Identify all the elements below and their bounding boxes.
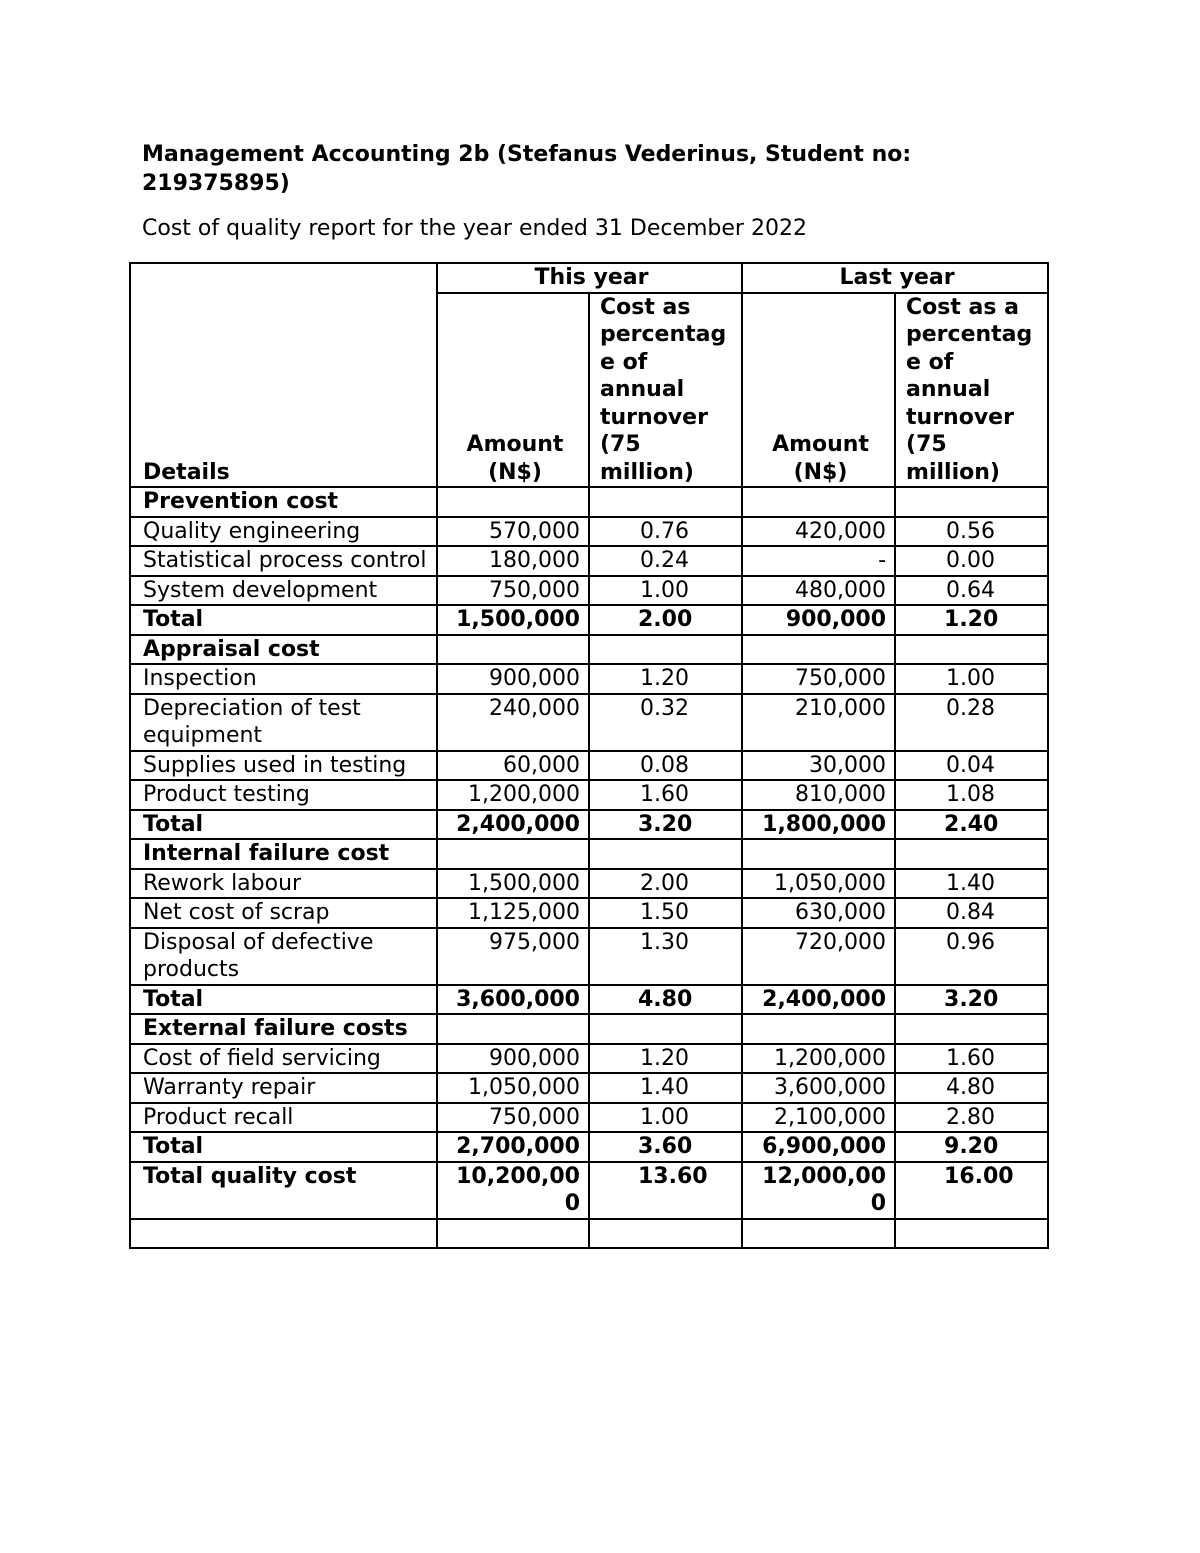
amount-this-cell: 750,000 [437, 1103, 589, 1133]
row-label: Inspection [130, 664, 437, 694]
details-header: Details [130, 263, 437, 487]
empty-cell [895, 635, 1048, 665]
section-header-row [130, 839, 1048, 869]
table-row [130, 1103, 1048, 1133]
empty-cell [589, 839, 742, 869]
pct-last-cell: 0.56 [895, 517, 1048, 547]
section-name: External failure costs [130, 1014, 437, 1044]
pct-this-cell: 0.08 [589, 751, 742, 781]
amount-last-cell: 3,600,000 [742, 1073, 895, 1103]
row-label: Quality engineering [130, 517, 437, 547]
grand-total-label: Total quality cost [130, 1162, 437, 1219]
pct-last-cell: 1.00 [895, 664, 1048, 694]
grand-total-row [130, 1162, 1048, 1219]
amount-last-cell: 420,000 [742, 517, 895, 547]
row-label: Statistical process control [130, 546, 437, 576]
pct-last-cell: 1.60 [895, 1044, 1048, 1074]
cost-of-quality-table [129, 262, 1049, 1249]
pct-this-cell: 1.20 [589, 664, 742, 694]
table-row [130, 1044, 1048, 1074]
pct-last-cell: 1.40 [895, 869, 1048, 899]
total-amount-last: 1,800,000 [742, 810, 895, 840]
pct-this-cell: 1.50 [589, 898, 742, 928]
section-total-row [130, 1132, 1048, 1162]
total-pct-last: 2.40 [895, 810, 1048, 840]
total-amount-this: 2,400,000 [437, 810, 589, 840]
total-amount-this: 2,700,000 [437, 1132, 589, 1162]
section-header-row [130, 635, 1048, 665]
grand-total-amount-this: 10,200,000 [437, 1162, 589, 1219]
table-row [130, 664, 1048, 694]
total-label: Total [130, 810, 437, 840]
total-label: Total [130, 1132, 437, 1162]
pct-this-cell: 2.00 [589, 869, 742, 899]
pct-last-cell: 0.28 [895, 694, 1048, 751]
row-label: Warranty repair [130, 1073, 437, 1103]
pct-this-cell: 1.20 [589, 1044, 742, 1074]
section-header-row [130, 1014, 1048, 1044]
pct-last-cell: 0.64 [895, 576, 1048, 606]
row-label: Product testing [130, 780, 437, 810]
total-pct-this: 3.20 [589, 810, 742, 840]
total-amount-last: 2,400,000 [742, 985, 895, 1015]
table-row [130, 694, 1048, 751]
total-label: Total [130, 605, 437, 635]
empty-cell [742, 1014, 895, 1044]
pct-this-cell: 1.40 [589, 1073, 742, 1103]
amount-this-cell: 1,050,000 [437, 1073, 589, 1103]
section-header-row [130, 487, 1048, 517]
empty-cell [589, 1014, 742, 1044]
amount-this-header: Amount (N$) [437, 293, 589, 488]
row-label: Product recall [130, 1103, 437, 1133]
pct-this-header: Cost as percentage of annual turnover (75 million) [589, 293, 742, 488]
pct-last-cell: 1.08 [895, 780, 1048, 810]
group-header-row [130, 263, 1048, 293]
section-name: Internal failure cost [130, 839, 437, 869]
empty-cell [130, 1219, 437, 1248]
empty-cell [895, 1014, 1048, 1044]
total-amount-this: 1,500,000 [437, 605, 589, 635]
empty-cell [589, 635, 742, 665]
table-row [130, 1073, 1048, 1103]
table-row [130, 517, 1048, 547]
total-amount-last: 6,900,000 [742, 1132, 895, 1162]
amount-last-cell: - [742, 546, 895, 576]
total-pct-last: 1.20 [895, 605, 1048, 635]
pct-this-cell: 0.24 [589, 546, 742, 576]
row-label: Cost of field servicing [130, 1044, 437, 1074]
pct-this-cell: 1.30 [589, 928, 742, 985]
table-row [130, 928, 1048, 985]
empty-cell [437, 839, 589, 869]
empty-cell [437, 635, 589, 665]
row-label: Supplies used in testing [130, 751, 437, 781]
amount-this-cell: 60,000 [437, 751, 589, 781]
table-row [130, 751, 1048, 781]
amount-this-cell: 1,125,000 [437, 898, 589, 928]
table-row [130, 546, 1048, 576]
empty-cell [437, 1219, 589, 1248]
empty-cell [589, 487, 742, 517]
total-pct-last: 3.20 [895, 985, 1048, 1015]
table-row [130, 869, 1048, 899]
amount-this-cell: 1,200,000 [437, 780, 589, 810]
table-row [130, 780, 1048, 810]
this-year-header: This year [437, 263, 742, 293]
pct-this-cell: 1.00 [589, 1103, 742, 1133]
total-pct-this: 3.60 [589, 1132, 742, 1162]
empty-cell [589, 1219, 742, 1248]
section-total-row [130, 605, 1048, 635]
total-amount-this: 3,600,000 [437, 985, 589, 1015]
table-row [130, 576, 1048, 606]
total-pct-last: 9.20 [895, 1132, 1048, 1162]
amount-this-cell: 180,000 [437, 546, 589, 576]
pct-this-cell: 0.76 [589, 517, 742, 547]
empty-cell [895, 487, 1048, 517]
pct-this-cell: 1.00 [589, 576, 742, 606]
total-pct-this: 4.80 [589, 985, 742, 1015]
empty-row [130, 1219, 1048, 1248]
amount-last-cell: 480,000 [742, 576, 895, 606]
empty-cell [895, 1219, 1048, 1248]
pct-last-cell: 2.80 [895, 1103, 1048, 1133]
amount-last-cell: 720,000 [742, 928, 895, 985]
last-year-header: Last year [742, 263, 1048, 293]
amount-this-cell: 900,000 [437, 1044, 589, 1074]
grand-total-pct-last: 16.00 [895, 1162, 1048, 1219]
amount-last-cell: 1,200,000 [742, 1044, 895, 1074]
section-name: Prevention cost [130, 487, 437, 517]
pct-this-cell: 1.60 [589, 780, 742, 810]
amount-last-cell: 1,050,000 [742, 869, 895, 899]
pct-last-cell: 4.80 [895, 1073, 1048, 1103]
amount-last-header: Amount (N$) [742, 293, 895, 488]
total-amount-last: 900,000 [742, 605, 895, 635]
pct-last-cell: 0.00 [895, 546, 1048, 576]
amount-this-cell: 1,500,000 [437, 869, 589, 899]
pct-last-cell: 0.04 [895, 751, 1048, 781]
empty-cell [895, 839, 1048, 869]
section-name: Appraisal cost [130, 635, 437, 665]
row-label: Net cost of scrap [130, 898, 437, 928]
amount-this-cell: 240,000 [437, 694, 589, 751]
table-row [130, 898, 1048, 928]
total-pct-this: 2.00 [589, 605, 742, 635]
amount-this-cell: 900,000 [437, 664, 589, 694]
empty-cell [742, 1219, 895, 1248]
grand-total-amount-last: 12,000,000 [742, 1162, 895, 1219]
section-total-row [130, 810, 1048, 840]
document-title: Management Accounting 2b (Stefanus Vederinus, Student no: 219375895) [142, 142, 912, 196]
amount-this-cell: 975,000 [437, 928, 589, 985]
amount-this-cell: 750,000 [437, 576, 589, 606]
amount-last-cell: 210,000 [742, 694, 895, 751]
pct-last-cell: 0.84 [895, 898, 1048, 928]
empty-cell [437, 487, 589, 517]
amount-last-cell: 810,000 [742, 780, 895, 810]
document-subtitle: Cost of quality report for the year ended 31 December 2022 [142, 216, 807, 241]
amount-this-cell: 570,000 [437, 517, 589, 547]
pct-last-cell: 0.96 [895, 928, 1048, 985]
pct-this-cell: 0.32 [589, 694, 742, 751]
amount-last-cell: 30,000 [742, 751, 895, 781]
row-label: Rework labour [130, 869, 437, 899]
empty-cell [742, 839, 895, 869]
row-label: Disposal of defective products [130, 928, 437, 985]
empty-cell [742, 635, 895, 665]
empty-cell [742, 487, 895, 517]
pct-last-header: Cost as a percentage of annual turnover (75 million) [895, 293, 1048, 488]
grand-total-pct-this: 13.60 [589, 1162, 742, 1219]
amount-last-cell: 750,000 [742, 664, 895, 694]
row-label: Depreciation of test equipment [130, 694, 437, 751]
total-label: Total [130, 985, 437, 1015]
amount-last-cell: 630,000 [742, 898, 895, 928]
empty-cell [437, 1014, 589, 1044]
section-total-row [130, 985, 1048, 1015]
amount-last-cell: 2,100,000 [742, 1103, 895, 1133]
row-label: System development [130, 576, 437, 606]
